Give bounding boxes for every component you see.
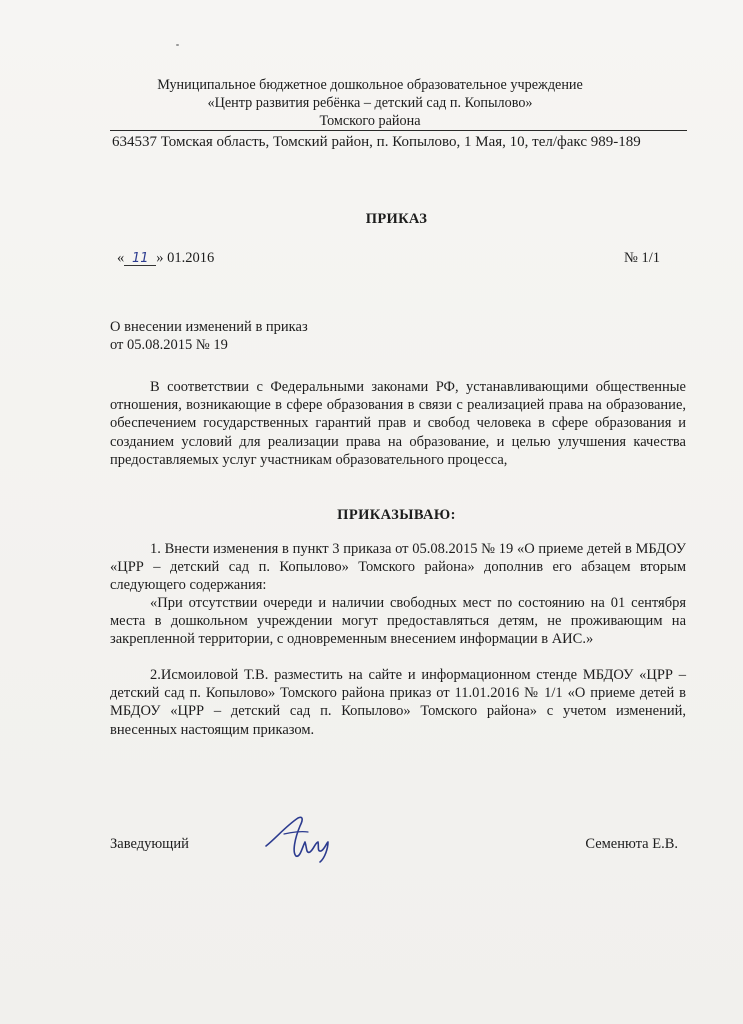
subject-line-2: от 05.08.2015 № 19 — [110, 337, 228, 353]
org-name-line-3: Томского района — [319, 113, 421, 129]
date-open-quote: « — [117, 250, 125, 266]
preamble-paragraph: В соответствии с Федеральными законами РФ, устанавливающими общественные отношения, возникающие в сфере образования в связи с реализацией права на образование, обеспечением государственных гарантий прав и свобод человека в сфере образования и созданием условий для реализации права на образование, и целью улучшения качества предоставляемых услуг участникам образовательного процесса, — [110, 379, 686, 468]
document-number: № 1/1 — [624, 250, 660, 266]
order-item-1: 1. Внести изменения в пункт 3 приказа от 05.08.2015 № 19 «О приеме детей в МБДОУ «ЦРР – детский сад п. Копылово» Томского района» дополнив его абзацем вторым следующего содержания: — [110, 541, 686, 594]
document-title: ПРИКАЗ — [365, 211, 428, 227]
order-heading: ПРИКАЗЫВАЮ: — [337, 507, 456, 523]
letterhead — [100, 76, 640, 130]
signatory-name: Семенюта Е.В. — [585, 836, 678, 852]
document-date — [117, 250, 214, 267]
date-month-year: » 01.2016 — [156, 250, 215, 266]
org-name-line-1: Муниципальное бюджетное дошкольное образовательное учреждение — [157, 77, 583, 93]
order-item-2: 2.Исмоиловой Т.В. разместить на сайте и информационном стенде МБДОУ «ЦРР – детский сад п. Копылово» Томского района приказ от 11.01.2016 № 1/1 «О приеме детей в МБДОУ «ЦРР – детский сад п. Копылово» Томского района» с учетом изменений, внесенных настоящим приказом. — [110, 667, 686, 738]
paper-speck — [176, 44, 179, 46]
handwritten-signature — [262, 812, 342, 866]
org-address: 634537 Томская область, Томский район, п. Копылово, 1 Мая, 10, тел/факс 989-189 — [112, 134, 641, 150]
letterhead-divider — [110, 130, 687, 131]
signatory-position: Заведующий — [110, 836, 189, 852]
org-name-line-2: «Центр развития ребёнка – детский сад п. Копылово» — [207, 95, 533, 111]
order-item-1-quote: «При отсутствии очереди и наличии свободных мест по состоянию на 01 сентября места в дошкольном учреждении могут предоставляться детям, не проживающим на закрепленной территории, с одновременным внесением информации в АИС.» — [110, 595, 686, 648]
subject-line-1: О внесении изменений в приказ — [110, 319, 308, 335]
document-subject — [110, 318, 308, 354]
date-day-handwritten: 11 — [124, 252, 156, 266]
